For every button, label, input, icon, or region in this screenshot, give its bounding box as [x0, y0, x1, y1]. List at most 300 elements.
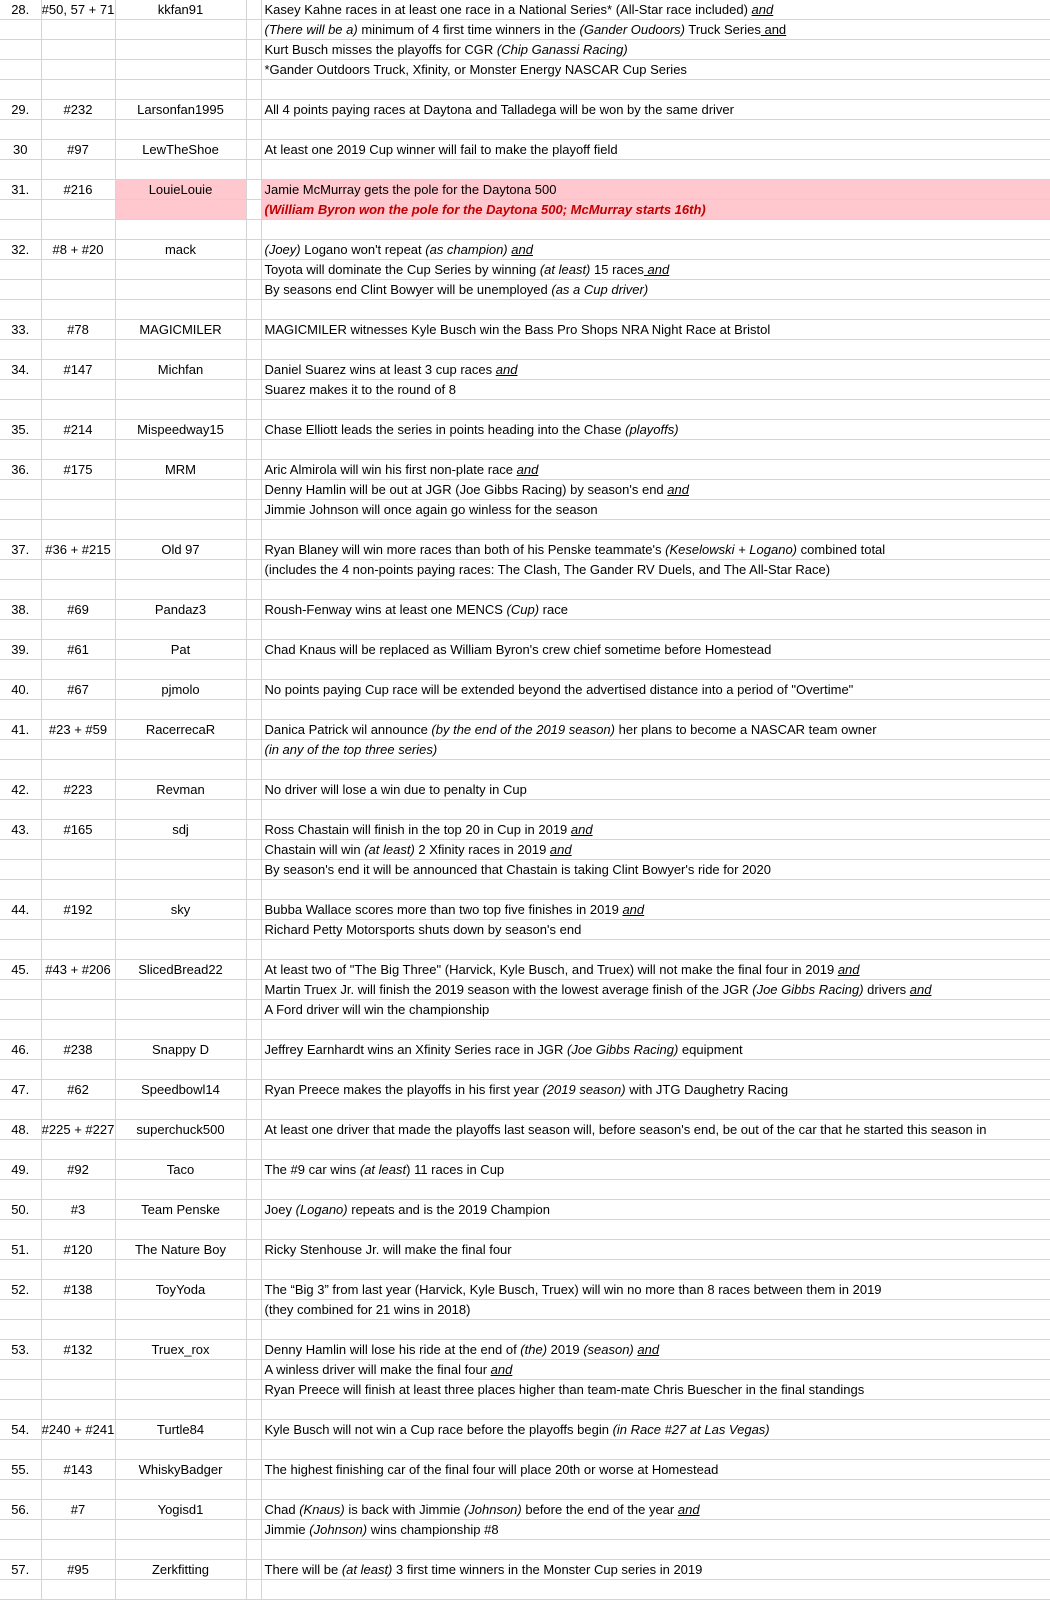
- username-cell[interactable]: [115, 1180, 246, 1200]
- entry-number-cell[interactable]: 41.: [0, 720, 41, 740]
- username-cell[interactable]: Larsonfan1995: [115, 100, 246, 120]
- prediction-cell[interactable]: [261, 860, 1050, 880]
- spacer-cell[interactable]: [246, 1140, 261, 1160]
- entry-number-cell[interactable]: [0, 860, 41, 880]
- post-number-cell[interactable]: [41, 340, 115, 360]
- entry-number-cell[interactable]: 48.: [0, 1120, 41, 1140]
- prediction-cell[interactable]: [261, 360, 1050, 380]
- entry-number-cell[interactable]: [0, 80, 41, 100]
- spacer-cell[interactable]: [246, 660, 261, 680]
- post-number-cell[interactable]: #67: [41, 680, 115, 700]
- prediction-cell[interactable]: [261, 1100, 1050, 1120]
- username-cell[interactable]: [115, 1000, 246, 1020]
- spacer-cell[interactable]: [246, 940, 261, 960]
- post-number-cell[interactable]: [41, 1020, 115, 1040]
- prediction-cell[interactable]: [261, 1300, 1050, 1320]
- post-number-cell[interactable]: [41, 480, 115, 500]
- username-cell[interactable]: Team Penske: [115, 1200, 246, 1220]
- username-cell[interactable]: MRM: [115, 460, 246, 480]
- prediction-cell[interactable]: [261, 520, 1050, 540]
- spacer-cell[interactable]: [246, 560, 261, 580]
- spacer-cell[interactable]: [246, 520, 261, 540]
- entry-number-cell[interactable]: [0, 300, 41, 320]
- spacer-cell[interactable]: [246, 1400, 261, 1420]
- post-number-cell[interactable]: [41, 1520, 115, 1540]
- entry-number-cell[interactable]: 38.: [0, 600, 41, 620]
- prediction-cell[interactable]: [261, 1080, 1050, 1100]
- spacer-cell[interactable]: [246, 420, 261, 440]
- entry-number-cell[interactable]: [0, 840, 41, 860]
- entry-number-cell[interactable]: 40.: [0, 680, 41, 700]
- prediction-cell[interactable]: [261, 560, 1050, 580]
- post-number-cell[interactable]: [41, 160, 115, 180]
- username-cell[interactable]: SlicedBread22: [115, 960, 246, 980]
- username-cell[interactable]: [115, 1020, 246, 1040]
- prediction-cell[interactable]: [261, 180, 1050, 200]
- prediction-cell[interactable]: [261, 20, 1050, 40]
- entry-number-cell[interactable]: 51.: [0, 1240, 41, 1260]
- post-number-cell[interactable]: #232: [41, 100, 115, 120]
- username-cell[interactable]: [115, 1360, 246, 1380]
- post-number-cell[interactable]: [41, 1100, 115, 1120]
- prediction-cell[interactable]: [261, 920, 1050, 940]
- entry-number-cell[interactable]: [0, 1380, 41, 1400]
- prediction-cell[interactable]: [261, 1400, 1050, 1420]
- prediction-cell[interactable]: [261, 600, 1050, 620]
- spacer-cell[interactable]: [246, 380, 261, 400]
- entry-number-cell[interactable]: [0, 120, 41, 140]
- username-cell[interactable]: [115, 1260, 246, 1280]
- username-cell[interactable]: Taco: [115, 1160, 246, 1180]
- post-number-cell[interactable]: [41, 840, 115, 860]
- post-number-cell[interactable]: [41, 40, 115, 60]
- post-number-cell[interactable]: [41, 300, 115, 320]
- entry-number-cell[interactable]: [0, 920, 41, 940]
- username-cell[interactable]: [115, 400, 246, 420]
- entry-number-cell[interactable]: 37.: [0, 540, 41, 560]
- username-cell[interactable]: Michfan: [115, 360, 246, 380]
- username-cell[interactable]: [115, 1400, 246, 1420]
- spacer-cell[interactable]: [246, 900, 261, 920]
- prediction-cell[interactable]: [261, 420, 1050, 440]
- post-number-cell[interactable]: #223: [41, 780, 115, 800]
- post-number-cell[interactable]: [41, 1580, 115, 1600]
- entry-number-cell[interactable]: [0, 760, 41, 780]
- post-number-cell[interactable]: [41, 1400, 115, 1420]
- entry-number-cell[interactable]: 32.: [0, 240, 41, 260]
- prediction-cell[interactable]: [261, 1520, 1050, 1540]
- username-cell[interactable]: [115, 20, 246, 40]
- entry-number-cell[interactable]: [0, 980, 41, 1000]
- post-number-cell[interactable]: [41, 400, 115, 420]
- username-cell[interactable]: [115, 560, 246, 580]
- prediction-cell[interactable]: [261, 1260, 1050, 1280]
- username-cell[interactable]: [115, 840, 246, 860]
- prediction-cell[interactable]: [261, 1140, 1050, 1160]
- username-cell[interactable]: [115, 220, 246, 240]
- prediction-cell[interactable]: [261, 200, 1050, 220]
- prediction-cell[interactable]: [261, 760, 1050, 780]
- username-cell[interactable]: [115, 200, 246, 220]
- username-cell[interactable]: [115, 1320, 246, 1340]
- username-cell[interactable]: [115, 80, 246, 100]
- entry-number-cell[interactable]: 49.: [0, 1160, 41, 1180]
- username-cell[interactable]: [115, 160, 246, 180]
- post-number-cell[interactable]: [41, 660, 115, 680]
- prediction-cell[interactable]: [261, 340, 1050, 360]
- prediction-cell[interactable]: [261, 400, 1050, 420]
- post-number-cell[interactable]: #3: [41, 1200, 115, 1220]
- entry-number-cell[interactable]: 46.: [0, 1040, 41, 1060]
- entry-number-cell[interactable]: 57.: [0, 1560, 41, 1580]
- entry-number-cell[interactable]: 42.: [0, 780, 41, 800]
- username-cell[interactable]: [115, 1100, 246, 1120]
- post-number-cell[interactable]: #214: [41, 420, 115, 440]
- post-number-cell[interactable]: [41, 800, 115, 820]
- spacer-cell[interactable]: [246, 400, 261, 420]
- post-number-cell[interactable]: #238: [41, 1040, 115, 1060]
- entry-number-cell[interactable]: [0, 260, 41, 280]
- username-cell[interactable]: [115, 880, 246, 900]
- username-cell[interactable]: [115, 1480, 246, 1500]
- post-number-cell[interactable]: [41, 580, 115, 600]
- spacer-cell[interactable]: [246, 820, 261, 840]
- entry-number-cell[interactable]: [0, 1000, 41, 1020]
- username-cell[interactable]: [115, 940, 246, 960]
- entry-number-cell[interactable]: [0, 1440, 41, 1460]
- username-cell[interactable]: [115, 760, 246, 780]
- post-number-cell[interactable]: [41, 1380, 115, 1400]
- spacer-cell[interactable]: [246, 1100, 261, 1120]
- post-number-cell[interactable]: #69: [41, 600, 115, 620]
- prediction-cell[interactable]: [261, 1020, 1050, 1040]
- prediction-cell[interactable]: [261, 1500, 1050, 1520]
- prediction-cell[interactable]: [261, 1540, 1050, 1560]
- username-cell[interactable]: [115, 1300, 246, 1320]
- post-number-cell[interactable]: #97: [41, 140, 115, 160]
- spacer-cell[interactable]: [246, 120, 261, 140]
- post-number-cell[interactable]: #95: [41, 1560, 115, 1580]
- entry-number-cell[interactable]: [0, 40, 41, 60]
- post-number-cell[interactable]: [41, 880, 115, 900]
- prediction-cell[interactable]: [261, 680, 1050, 700]
- prediction-cell[interactable]: [261, 280, 1050, 300]
- spacer-cell[interactable]: [246, 1060, 261, 1080]
- entry-number-cell[interactable]: [0, 1300, 41, 1320]
- username-cell[interactable]: [115, 480, 246, 500]
- prediction-cell[interactable]: [261, 880, 1050, 900]
- spacer-cell[interactable]: [246, 1440, 261, 1460]
- post-number-cell[interactable]: [41, 60, 115, 80]
- username-cell[interactable]: Zerkfitting: [115, 1560, 246, 1580]
- spacer-cell[interactable]: [246, 180, 261, 200]
- prediction-cell[interactable]: [261, 100, 1050, 120]
- spacer-cell[interactable]: [246, 1340, 261, 1360]
- entry-number-cell[interactable]: 28.: [0, 0, 41, 20]
- spacer-cell[interactable]: [246, 1580, 261, 1600]
- prediction-cell[interactable]: [261, 780, 1050, 800]
- entry-number-cell[interactable]: [0, 60, 41, 80]
- entry-number-cell[interactable]: [0, 340, 41, 360]
- spacer-cell[interactable]: [246, 160, 261, 180]
- username-cell[interactable]: superchuck500: [115, 1120, 246, 1140]
- post-number-cell[interactable]: [41, 980, 115, 1000]
- entry-number-cell[interactable]: 36.: [0, 460, 41, 480]
- spacer-cell[interactable]: [246, 100, 261, 120]
- username-cell[interactable]: Yogisd1: [115, 1500, 246, 1520]
- username-cell[interactable]: [115, 800, 246, 820]
- username-cell[interactable]: LewTheShoe: [115, 140, 246, 160]
- username-cell[interactable]: kkfan91: [115, 0, 246, 20]
- prediction-cell[interactable]: [261, 1000, 1050, 1020]
- spacer-cell[interactable]: [246, 240, 261, 260]
- username-cell[interactable]: [115, 580, 246, 600]
- prediction-cell[interactable]: [261, 1380, 1050, 1400]
- username-cell[interactable]: [115, 1580, 246, 1600]
- post-number-cell[interactable]: [41, 560, 115, 580]
- prediction-cell[interactable]: [261, 1580, 1050, 1600]
- entry-number-cell[interactable]: [0, 1100, 41, 1120]
- post-number-cell[interactable]: #43 + #206: [41, 960, 115, 980]
- prediction-cell[interactable]: [261, 1320, 1050, 1340]
- post-number-cell[interactable]: [41, 740, 115, 760]
- spacer-cell[interactable]: [246, 880, 261, 900]
- entry-number-cell[interactable]: [0, 400, 41, 420]
- spacer-cell[interactable]: [246, 540, 261, 560]
- entry-number-cell[interactable]: [0, 940, 41, 960]
- post-number-cell[interactable]: [41, 1140, 115, 1160]
- entry-number-cell[interactable]: 34.: [0, 360, 41, 380]
- username-cell[interactable]: [115, 380, 246, 400]
- spacer-cell[interactable]: [246, 780, 261, 800]
- entry-number-cell[interactable]: [0, 800, 41, 820]
- prediction-cell[interactable]: [261, 300, 1050, 320]
- prediction-cell[interactable]: [261, 320, 1050, 340]
- prediction-cell[interactable]: [261, 980, 1050, 1000]
- entry-number-cell[interactable]: [0, 580, 41, 600]
- entry-number-cell[interactable]: [0, 480, 41, 500]
- prediction-cell[interactable]: [261, 1040, 1050, 1060]
- username-cell[interactable]: RacerrecaR: [115, 720, 246, 740]
- spacer-cell[interactable]: [246, 340, 261, 360]
- entry-number-cell[interactable]: [0, 560, 41, 580]
- entry-number-cell[interactable]: [0, 1400, 41, 1420]
- spacer-cell[interactable]: [246, 760, 261, 780]
- post-number-cell[interactable]: #225 + #227: [41, 1120, 115, 1140]
- entry-number-cell[interactable]: [0, 1140, 41, 1160]
- entry-number-cell[interactable]: 39.: [0, 640, 41, 660]
- prediction-cell[interactable]: [261, 1440, 1050, 1460]
- prediction-cell[interactable]: [261, 1280, 1050, 1300]
- entry-number-cell[interactable]: 50.: [0, 1200, 41, 1220]
- entry-number-cell[interactable]: [0, 1360, 41, 1380]
- username-cell[interactable]: [115, 980, 246, 1000]
- post-number-cell[interactable]: [41, 620, 115, 640]
- spacer-cell[interactable]: [246, 1120, 261, 1140]
- prediction-cell[interactable]: [261, 480, 1050, 500]
- entry-number-cell[interactable]: [0, 1020, 41, 1040]
- username-cell[interactable]: [115, 620, 246, 640]
- username-cell[interactable]: [115, 340, 246, 360]
- post-number-cell[interactable]: [41, 760, 115, 780]
- spacer-cell[interactable]: [246, 1080, 261, 1100]
- entry-number-cell[interactable]: [0, 740, 41, 760]
- post-number-cell[interactable]: #240 + #241: [41, 1420, 115, 1440]
- entry-number-cell[interactable]: [0, 500, 41, 520]
- spacer-cell[interactable]: [246, 1220, 261, 1240]
- entry-number-cell[interactable]: 30: [0, 140, 41, 160]
- prediction-cell[interactable]: [261, 1420, 1050, 1440]
- prediction-cell[interactable]: [261, 1180, 1050, 1200]
- post-number-cell[interactable]: #165: [41, 820, 115, 840]
- username-cell[interactable]: sky: [115, 900, 246, 920]
- prediction-cell[interactable]: [261, 500, 1050, 520]
- prediction-cell[interactable]: [261, 1200, 1050, 1220]
- prediction-cell[interactable]: [261, 140, 1050, 160]
- prediction-cell[interactable]: [261, 1340, 1050, 1360]
- username-cell[interactable]: Revman: [115, 780, 246, 800]
- post-number-cell[interactable]: [41, 940, 115, 960]
- username-cell[interactable]: Pandaz3: [115, 600, 246, 620]
- username-cell[interactable]: [115, 280, 246, 300]
- post-number-cell[interactable]: [41, 1180, 115, 1200]
- spacer-cell[interactable]: [246, 1560, 261, 1580]
- entry-number-cell[interactable]: 45.: [0, 960, 41, 980]
- username-cell[interactable]: sdj: [115, 820, 246, 840]
- post-number-cell[interactable]: [41, 80, 115, 100]
- post-number-cell[interactable]: [41, 1360, 115, 1380]
- spacer-cell[interactable]: [246, 1520, 261, 1540]
- entry-number-cell[interactable]: [0, 1580, 41, 1600]
- username-cell[interactable]: The Nature Boy: [115, 1240, 246, 1260]
- username-cell[interactable]: [115, 300, 246, 320]
- spacer-cell[interactable]: [246, 440, 261, 460]
- spacer-cell[interactable]: [246, 1300, 261, 1320]
- post-number-cell[interactable]: #192: [41, 900, 115, 920]
- username-cell[interactable]: [115, 1520, 246, 1540]
- spacer-cell[interactable]: [246, 580, 261, 600]
- username-cell[interactable]: [115, 860, 246, 880]
- spacer-cell[interactable]: [246, 740, 261, 760]
- username-cell[interactable]: [115, 700, 246, 720]
- spacer-cell[interactable]: [246, 860, 261, 880]
- prediction-cell[interactable]: [261, 1120, 1050, 1140]
- entry-number-cell[interactable]: [0, 1520, 41, 1540]
- spacer-cell[interactable]: [246, 40, 261, 60]
- post-number-cell[interactable]: #175: [41, 460, 115, 480]
- spacer-cell[interactable]: [246, 1280, 261, 1300]
- entry-number-cell[interactable]: [0, 20, 41, 40]
- spacer-cell[interactable]: [246, 980, 261, 1000]
- username-cell[interactable]: Snappy D: [115, 1040, 246, 1060]
- spacer-cell[interactable]: [246, 1200, 261, 1220]
- username-cell[interactable]: Truex_rox: [115, 1340, 246, 1360]
- prediction-cell[interactable]: [261, 40, 1050, 60]
- spacer-cell[interactable]: [246, 720, 261, 740]
- spacer-cell[interactable]: [246, 80, 261, 100]
- entry-number-cell[interactable]: [0, 1480, 41, 1500]
- prediction-cell[interactable]: [261, 0, 1050, 20]
- prediction-cell[interactable]: [261, 460, 1050, 480]
- post-number-cell[interactable]: [41, 1540, 115, 1560]
- post-number-cell[interactable]: [41, 20, 115, 40]
- prediction-cell[interactable]: [261, 160, 1050, 180]
- spacer-cell[interactable]: [246, 640, 261, 660]
- entry-number-cell[interactable]: [0, 220, 41, 240]
- entry-number-cell[interactable]: [0, 280, 41, 300]
- spacer-cell[interactable]: [246, 1380, 261, 1400]
- spacer-cell[interactable]: [246, 1020, 261, 1040]
- spacer-cell[interactable]: [246, 0, 261, 20]
- prediction-cell[interactable]: [261, 800, 1050, 820]
- spacer-cell[interactable]: [246, 320, 261, 340]
- entry-number-cell[interactable]: [0, 520, 41, 540]
- entry-number-cell[interactable]: [0, 1220, 41, 1240]
- spacer-cell[interactable]: [246, 920, 261, 940]
- entry-number-cell[interactable]: 54.: [0, 1420, 41, 1440]
- post-number-cell[interactable]: #132: [41, 1340, 115, 1360]
- spacer-cell[interactable]: [246, 1000, 261, 1020]
- entry-number-cell[interactable]: 35.: [0, 420, 41, 440]
- spacer-cell[interactable]: [246, 600, 261, 620]
- prediction-cell[interactable]: [261, 940, 1050, 960]
- prediction-cell[interactable]: [261, 820, 1050, 840]
- username-cell[interactable]: [115, 660, 246, 680]
- post-number-cell[interactable]: [41, 920, 115, 940]
- username-cell[interactable]: Mispeedway15: [115, 420, 246, 440]
- post-number-cell[interactable]: [41, 120, 115, 140]
- prediction-cell[interactable]: [261, 540, 1050, 560]
- post-number-cell[interactable]: [41, 200, 115, 220]
- entry-number-cell[interactable]: 29.: [0, 100, 41, 120]
- post-number-cell[interactable]: #50, 57 + 71: [41, 0, 115, 20]
- post-number-cell[interactable]: [41, 280, 115, 300]
- spacer-cell[interactable]: [246, 620, 261, 640]
- prediction-cell[interactable]: [261, 640, 1050, 660]
- username-cell[interactable]: [115, 1440, 246, 1460]
- post-number-cell[interactable]: [41, 1260, 115, 1280]
- prediction-cell[interactable]: [261, 620, 1050, 640]
- entry-number-cell[interactable]: 56.: [0, 1500, 41, 1520]
- prediction-cell[interactable]: [261, 660, 1050, 680]
- entry-number-cell[interactable]: 53.: [0, 1340, 41, 1360]
- username-cell[interactable]: [115, 1220, 246, 1240]
- prediction-cell[interactable]: [261, 840, 1050, 860]
- prediction-cell[interactable]: [261, 240, 1050, 260]
- username-cell[interactable]: [115, 1140, 246, 1160]
- prediction-cell[interactable]: [261, 60, 1050, 80]
- username-cell[interactable]: pjmolo: [115, 680, 246, 700]
- entry-number-cell[interactable]: [0, 1320, 41, 1340]
- post-number-cell[interactable]: [41, 520, 115, 540]
- prediction-cell[interactable]: [261, 1480, 1050, 1500]
- post-number-cell[interactable]: #143: [41, 1460, 115, 1480]
- entry-number-cell[interactable]: 33.: [0, 320, 41, 340]
- username-cell[interactable]: Pat: [115, 640, 246, 660]
- post-number-cell[interactable]: [41, 260, 115, 280]
- username-cell[interactable]: mack: [115, 240, 246, 260]
- spacer-cell[interactable]: [246, 140, 261, 160]
- username-cell[interactable]: [115, 120, 246, 140]
- username-cell[interactable]: [115, 1060, 246, 1080]
- post-number-cell[interactable]: #23 + #59: [41, 720, 115, 740]
- post-number-cell[interactable]: [41, 1480, 115, 1500]
- spacer-cell[interactable]: [246, 60, 261, 80]
- post-number-cell[interactable]: #61: [41, 640, 115, 660]
- spacer-cell[interactable]: [246, 680, 261, 700]
- username-cell[interactable]: [115, 520, 246, 540]
- entry-number-cell[interactable]: 43.: [0, 820, 41, 840]
